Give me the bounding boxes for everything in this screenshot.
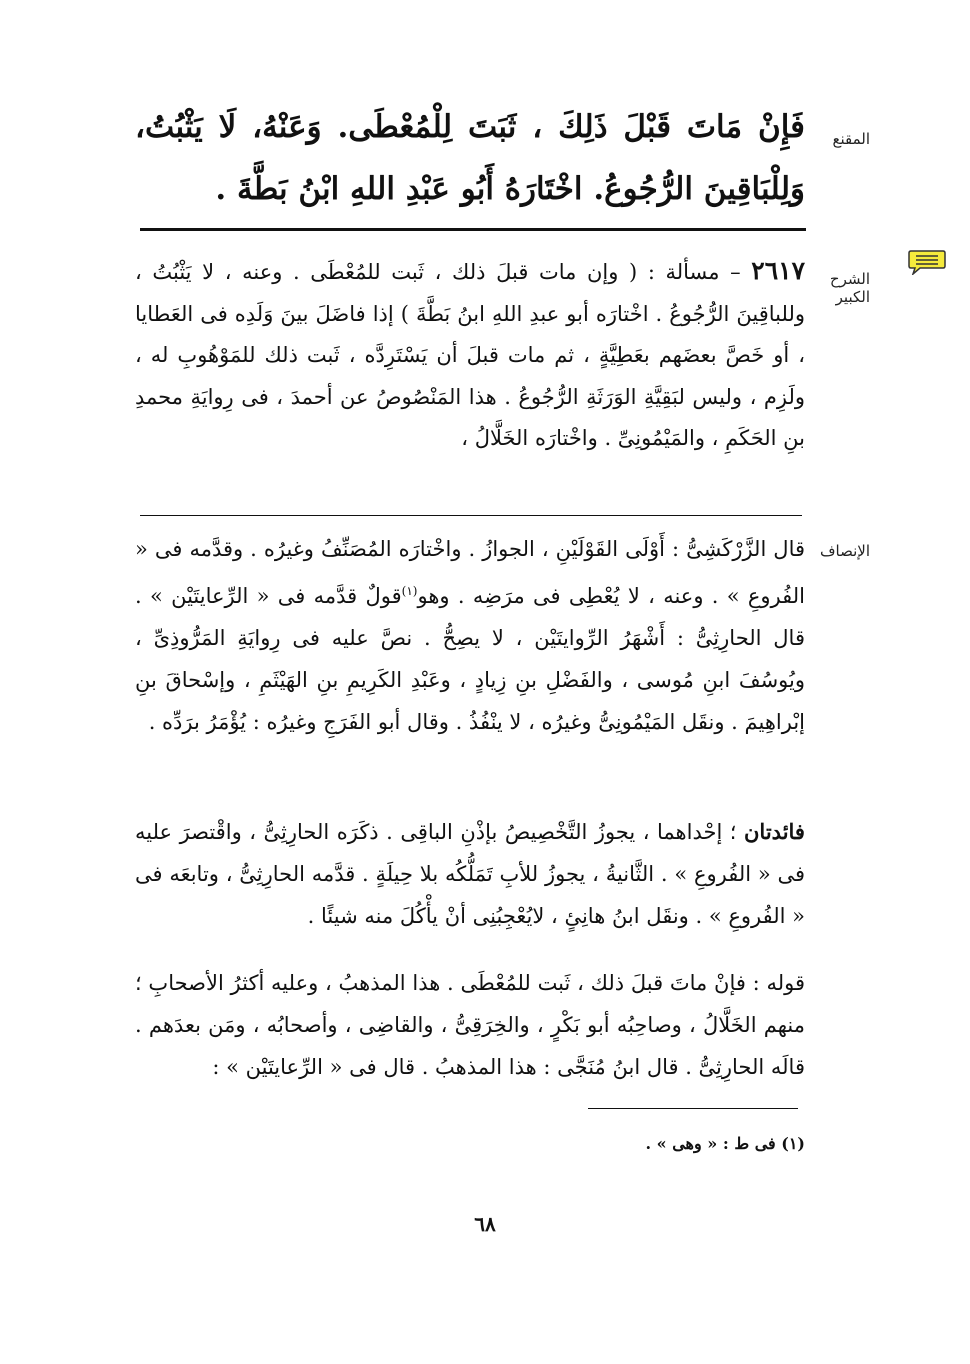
sharh-text [135,250,805,460]
footnote: (١) فى ط : « وهى » . [645,1134,805,1153]
faidatan-body: ؛ إحْداهما ، يجوزُ التَّخْصِيصُ بإذْنِ الباقِى . ذكَرَه الحارِثِىُّ ، واقْتصرَ عليه فى « الفُروعِ » . الثَّانيةُ ، يجوزُ للأبِ تَمَلُّكُه بلا حِيلَةٍ . قدَّمه الحارِثِىُّ ، وتابعَه فى « الفُروعِ » . ونقَل ابنُ هانِئٍ ، لايُعْجِبُنِى أنْ يأْكُلَ منه شيئًا . [135,820,805,928]
label-sharh: الشرح الكبير [829,270,870,306]
note-annotation-icon[interactable] [908,249,946,275]
footnote-divider [588,1108,798,1109]
faidatan-paragraph [135,811,805,937]
footnote-ref[interactable]: (١) [401,584,418,598]
faidatan-heading: فائدتان [744,819,805,844]
insaf-part2: قولٌ قدَّمه فى « الرِّعايتَيْن » . قال الحارِثِىُّ : أَشْهَرُ الرِّوايتَيْن ، لا يصِحُّ . نصَّ عليه فى رِوايَةِ المَرُّوذِىِّ ، ويُوسُفَ ابنِ مُوسى ، والفَضْلِ بنِ زِيادٍ ، وعَبْدِ الكَرِيمِ بنِ الهَيْثَمِ ، وإسْحاقَ بنِ إبْراهِيمَ . ونقَل المَيْمُونِىُّ وغيرُه ، لا ينْفُذُ . وقال أبو الفَرَجِ وغيرُه : يُؤْمَرُ برَدِّه . [135,584,805,734]
insaf-part1: قال الزَّرْكَشِىُّ : أَوْلَى القَوْلَيْنِ ، الجوازُ . واخْتارَه المُصَنِّفُ وغيرُه . وقدَّمه فى « الفُروعِ » . وعنه ، لا يُعْطِى فى مرَضِه . وهو [135,537,806,608]
label-insaf: الإنصاف [819,542,870,560]
section-divider [140,228,806,231]
section-divider-thin [140,515,802,516]
label-muqni: المقنع [832,130,870,148]
sharh-body: – مسألة : ( وإن مات قبلَ ذلك ، ثَبت للمُعْطَى . وعنه ، لا يَثْبُتُ ، وللباقِينَ الرُّجُوعُ . اخْتارَه أبو عبدِ اللهِ ابنُ بَطَّةَ ) إذا فاضَلَ بينَ وَلَدِه فى العَطايا ، أو خَصَّ بعضَهم بعَطِيَّةٍ ، ثم مات قبلَ أن يَسْتَرِدَّه ، ثَبت ذلك للمَوْهُوبِ له ، ولَزِم ، وليس لبَقِيَّةِ الوَرَثَةِ الرُّجُوعُ . هذا المَنْصُوصُ عن أحمدَ ، فى رِوايَةِ محمدِ بنِ الحَكَمِ ، والمَيْمُونِىِّ . واخْتارَه الخَلَّالُ ، [135,260,805,450]
insaf-text [135,528,805,743]
masala-number: ٢٦١٧ [751,256,805,285]
page-number: ٦٨ [474,1212,496,1236]
qawluhu-paragraph: قوله : فإنْ ماتَ قبلَ ذلك ، ثَبت للمُعْطَى . هذا المذهبُ ، وعليه أكثرُ الأصحابِ ؛ منهم الخَلَّالُ ، وصاحِبُه أبو بَكْرٍ ، والخِرَقِىُّ ، والقاضِى ، وأصحابُه ، ومَن بعدَهم . قالَه الحارِثِىُّ . قال ابنُ مُنَجَّى : هذا المذهبُ . قال فى « الرِّعايتَيْن » : [135,971,805,1079]
muqni-text: فَإِنْ مَاتَ قَبْلَ ذَلِكَ ، ثَبَتَ لِلْمُعْطَى. وَعَنْهُ، لَا يَثْبُتُ، وَلِلْبَاقِينَ الرُّجُوعُ. اخْتَارَهُ أَبُو عَبْدِ اللهِ ابْنُ بَطَّةَ . [135,109,805,207]
